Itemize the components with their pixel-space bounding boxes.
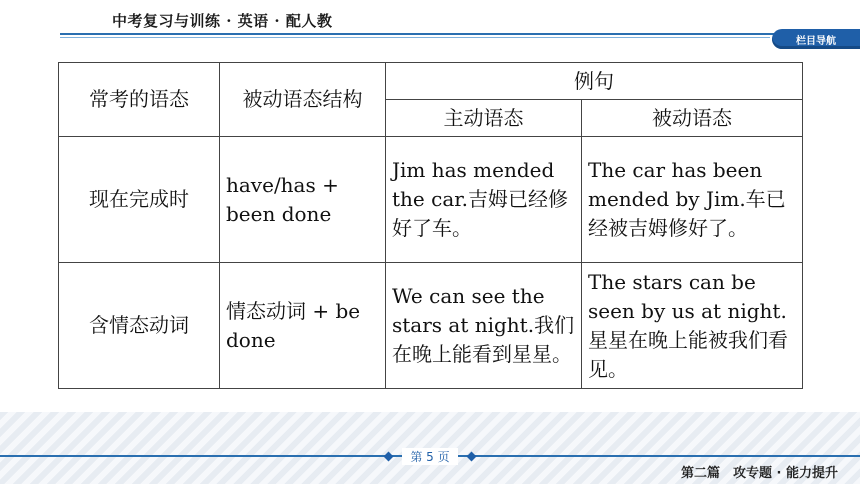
- tense-cell: 含情态动词: [59, 263, 220, 389]
- table-row: [59, 137, 803, 263]
- header-title: 中考复习与训练 · 英语 · 配人教: [112, 12, 333, 30]
- page-suffix: 页: [437, 449, 450, 464]
- header-active-voice: 主动语态: [386, 100, 582, 137]
- page-indicator: [360, 446, 500, 466]
- table-row: [59, 263, 803, 389]
- passive-example-cell: The stars can be seen by us at night.星星在晚上能被我们看见。: [582, 263, 803, 389]
- header-common-voice: 常考的语态: [59, 63, 220, 137]
- voice-table: [58, 62, 803, 389]
- page-number: 5: [426, 449, 434, 464]
- section-title: 第二篇 攻专题 · 能力提升: [681, 466, 838, 481]
- header-divider-thin: [60, 37, 770, 38]
- active-example-cell: We can see the stars at night.我们在晚上能看到星星。: [386, 263, 582, 389]
- header-passive-voice: 被动语态: [582, 100, 803, 137]
- diamond-right-icon: [466, 451, 476, 461]
- passive-example-cell: The car has been mended by Jim.车已经被吉姆修好了。: [582, 137, 803, 263]
- structure-cell: have/has + been done: [220, 137, 386, 263]
- page-prefix: 第: [410, 449, 423, 464]
- diamond-left-icon: [384, 451, 394, 461]
- header-divider: [60, 33, 860, 35]
- structure-cell: 情态动词 + be done: [220, 263, 386, 389]
- tense-cell: 现在完成时: [59, 137, 220, 263]
- header-passive-structure: 被动语态结构: [220, 63, 386, 137]
- header-example: 例句: [386, 63, 803, 100]
- active-example-cell: Jim has mended the car.吉姆已经修好了车。: [386, 137, 582, 263]
- column-nav-button[interactable]: 栏目导航: [772, 29, 860, 49]
